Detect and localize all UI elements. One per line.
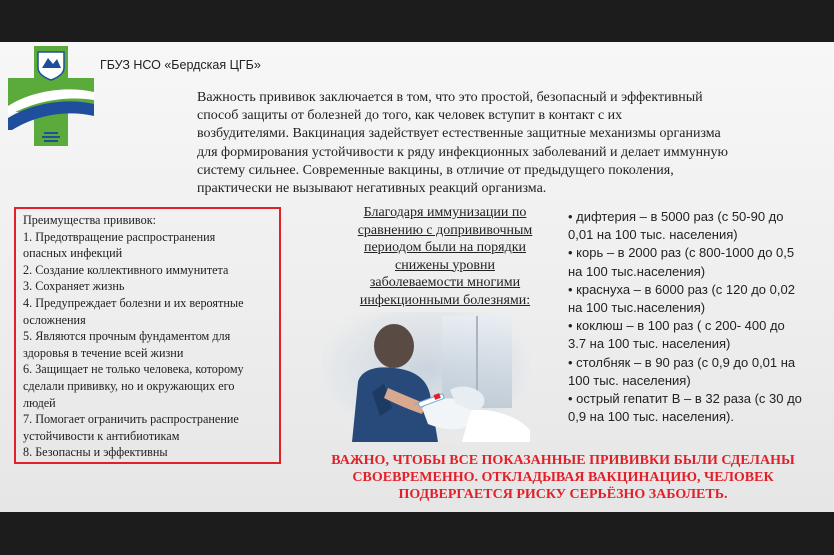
advantages-title: Преимущества прививок: xyxy=(23,213,157,227)
advantages-line: 1. Предотвращение распространения xyxy=(23,229,216,244)
heading-line: заболеваемости многими xyxy=(369,275,521,290)
heading-line: Благодаря иммунизации по xyxy=(363,205,527,220)
warning-line: ВАЖНО, ЧТОБЫ ВСЕ ПОКАЗАННЫЕ ПРИВИВКИ БЫЛИ СДЕЛАНЫ xyxy=(331,453,795,468)
heading-line: инфекционными болезнями: xyxy=(359,292,531,308)
advantages-line: 8. Безопасны и эффективны xyxy=(23,445,168,460)
statistic-line: 0,9 на 100 тыс. населения). xyxy=(568,409,734,425)
advantages-line: людей xyxy=(23,395,56,410)
advantages-line: сделали прививку, но и окружающих его xyxy=(23,378,235,393)
advantages-line: осложнения xyxy=(23,312,86,327)
advantages-line: 2. Создание коллективного иммунитета xyxy=(23,262,229,277)
advantages-line: 7. Помогает ограничить распространение xyxy=(23,412,239,427)
statistic-line: • острый гепатит В – в 32 раза (с 30 до xyxy=(568,391,802,407)
advantages-line: 3. Сохраняет жизнь xyxy=(23,279,125,294)
advantages-line: здоровья в течение всей жизни xyxy=(23,345,184,360)
statistic-line: • дифтерия – в 5000 раз (с 50-90 до xyxy=(568,209,784,224)
statistic-line: • столбняк – в 90 раз (с 0,9 до 0,01 на xyxy=(568,354,796,370)
statistics-list xyxy=(568,208,830,426)
heading-line: сравнению с допрививочным xyxy=(357,222,533,238)
slide xyxy=(0,42,834,512)
warning-line: ПОДВЕРГАЕТСЯ РИСКУ СЕРЬЁЗНО ЗАБОЛЕТЬ. xyxy=(398,487,728,503)
intro-line: возбудителями. Вакцинация задействует естественные защитные механизмы организма xyxy=(197,126,721,142)
intro-line: для формирования устойчивости к ряду инфекционных заболеваний и делает иммунную xyxy=(197,144,729,160)
intro-line: способ защиты от болезней до того, как человек вступит в контакт с их xyxy=(197,108,623,124)
statistic-line: на 100 тыс.населения) xyxy=(568,263,706,279)
heading-line: снижены уровни xyxy=(395,257,495,273)
heading-line: периодом были на порядки xyxy=(363,240,527,255)
hospital-cross-logo-icon xyxy=(8,46,94,146)
statistic-line: 3.7 на 100 тыс. населения) xyxy=(568,336,731,352)
statistic-line: 0,01 на 100 тыс. населения) xyxy=(568,227,738,243)
intro-line: практически не вызывают негативных реакций организма. xyxy=(197,181,547,197)
statistic-line: 100 тыс. населения) xyxy=(568,372,691,388)
advantages-line: опасных инфекций xyxy=(23,246,123,261)
statistic-line: • коклюш – в 100 раз ( с 200- 400 до xyxy=(568,318,785,334)
warning-line: СВОЕВРЕМЕННО. ОТКЛАДЫВАЯ ВАКЦИНАЦИЮ, ЧЕЛОВЕК xyxy=(352,470,774,486)
immunization-heading xyxy=(330,204,560,309)
advantages-line: 4. Предупреждает болезни и их вероятные xyxy=(23,295,244,310)
organization-name: ГБУЗ НСО «Бердская ЦГБ» xyxy=(100,58,261,72)
advantages-line: 6. Защищает не только человека, которому xyxy=(23,362,244,377)
statistic-line: • краснуха – в 6000 раз (с 120 до 0,02 xyxy=(568,281,795,297)
vaccination-photo-icon xyxy=(322,312,530,442)
advantages-line: устойчивости к антибиотикам xyxy=(23,428,180,443)
warning-message xyxy=(296,452,830,504)
advantages-line: 5. Являются прочным фундаментом для xyxy=(23,329,231,344)
intro-paragraph xyxy=(197,89,797,198)
intro-line: систему сильнее. Современные вакцины, в отличие от предыдущего поколения, xyxy=(197,162,674,178)
advantages-box xyxy=(14,207,281,464)
intro-line: Важность прививок заключается в том, что это простой, безопасный и эффективный xyxy=(197,90,703,105)
statistic-line: на 100 тыс.населения) xyxy=(568,300,706,316)
statistic-line: • корь – в 2000 раз (с 800-1000 до 0,5 xyxy=(568,245,795,261)
